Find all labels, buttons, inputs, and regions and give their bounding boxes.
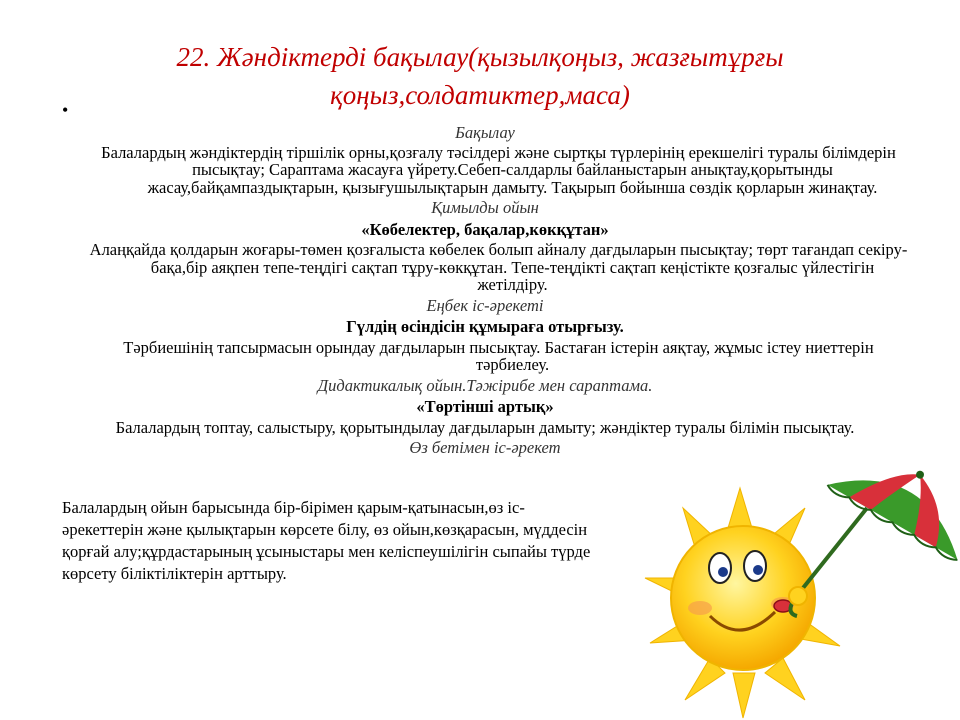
independent-heading: Өз бетімен іс-әрекет <box>409 438 561 457</box>
movement-game-heading: Қимылды ойын <box>431 198 539 217</box>
independent-text: Балалардың ойын барысында бір-бірімен қарым-қатынасын,өз іс-әрекеттерін және қылықтарын көрсете білу, өз ойын,көзқарасын, мүддесін қорғай алу;құрдастарының ұсыныстары мен келіспеушілігін сыпайы түрде көрсету біліктіліктерін арттыру. <box>62 498 591 583</box>
labor-text: Тәрбиешінің тапсырмасын орындау дағдыларын пысықтау. Бастаған істерін аяқтау, жұмыс істеу ниеттерін тәрбиелеу. <box>123 337 874 374</box>
independent-activity-block <box>62 497 597 585</box>
labor-title: Гүлдің өсіндісін құмыраға отырғызу. <box>346 317 624 336</box>
sun-umbrella-illustration <box>615 468 960 720</box>
title-line-1: 22. Жәндіктерді бақылау(қызылқоңыз, жазғытұрғы <box>176 42 784 72</box>
labor-heading: Еңбек іс-әрекеті <box>426 295 544 315</box>
umbrella <box>826 468 960 563</box>
didactic-heading: Дидактикалық ойын.Тәжірибе мен сараптама. <box>317 375 653 395</box>
slide-title <box>90 38 870 114</box>
bullet-mark: • <box>62 100 69 120</box>
didactic-title: «Төртінші артық» <box>416 397 554 416</box>
lesson-content <box>60 121 910 459</box>
observation-text: Балалардың жәндіктердің тіршілік орны,қозғалу тәсілдері және сыртқы түрлерінің ерекшелігі туралы білімдерін пысықтау; Сараптама жасауға үйрету.Себеп-салдарлы байланыстарын анықтау,қорытынды жасау,байқампаздықтарын, қызығушылықтарын дамыту. Тақырып бойынша сөздік қорларын жинақтау. <box>101 142 896 197</box>
title-line-2: қоңыз,солдатиктер,маса) <box>330 80 630 110</box>
movement-game-text: Алаңқайда қолдарын жоғары-төмен қозғалыста көбелек болып айналу дағдыларын пысықтау; төрт тағандап секіру-бақа,бір аяқпен тепе-теңдігі сақтап тұру-көкқұтан. Тепе-теңдікті сақтап кеңістікте қозғалыс үйлестігін жетілдіру. <box>89 240 908 294</box>
didactic-text: Балалардың топтау, салыстыру, қорытындылау дағдыларын дамыту; жәндіктер туралы білімін пысықтау. <box>115 417 855 437</box>
observation-heading: Бақылау <box>455 123 515 142</box>
movement-game-title: «Көбелектер, бақалар,көкқұтан» <box>361 219 609 239</box>
